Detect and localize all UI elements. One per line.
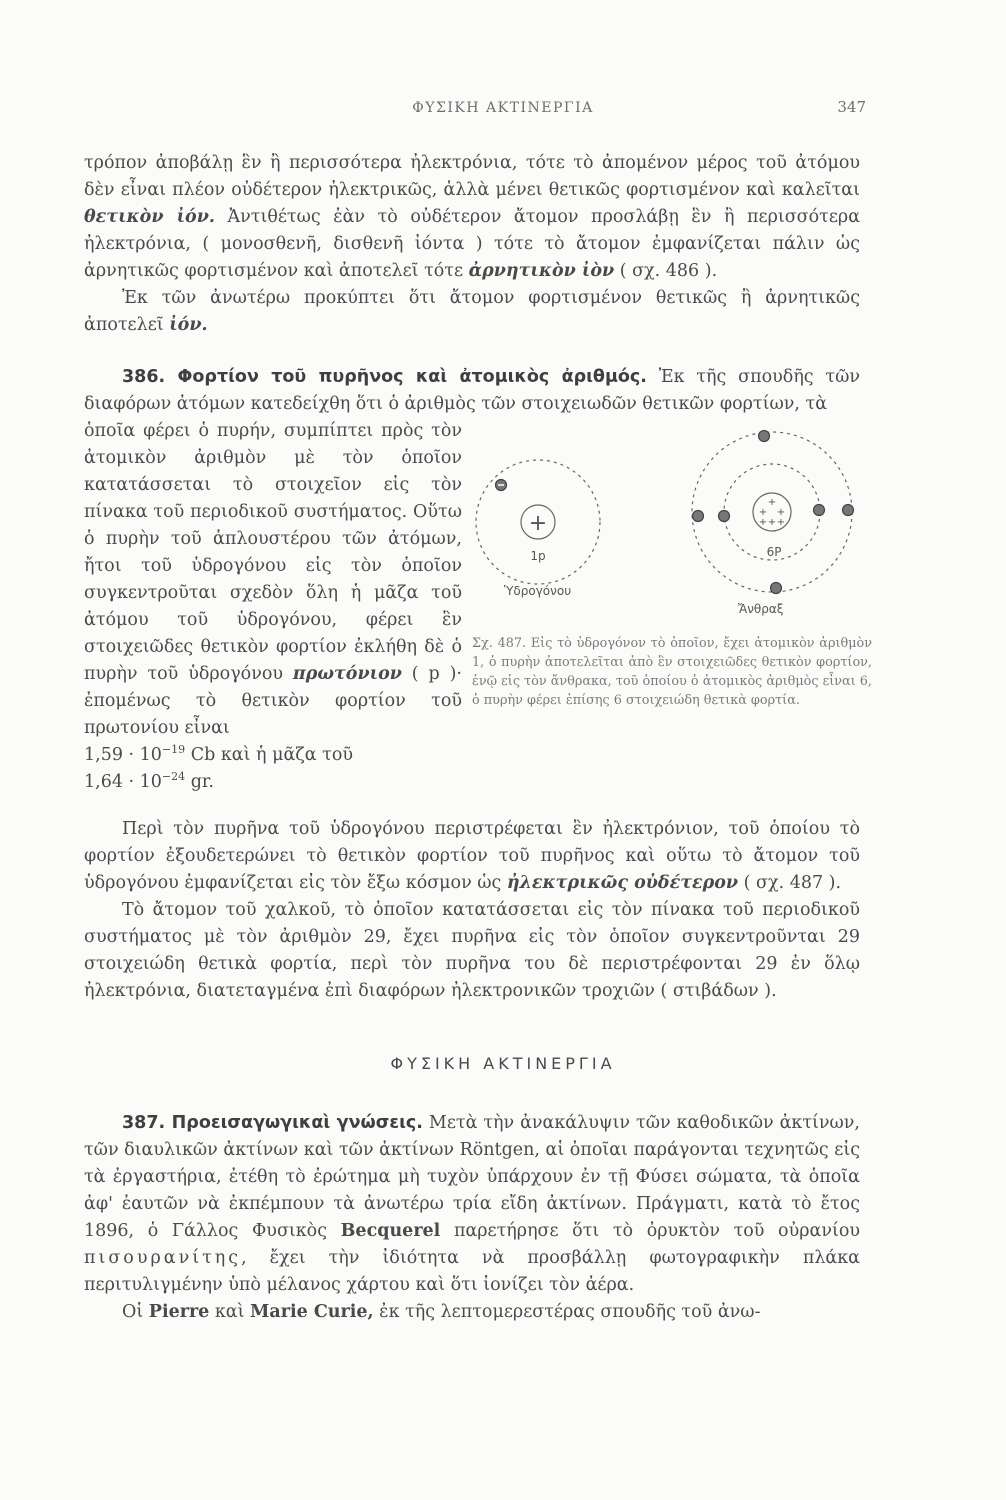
term-pitchblende: πισουρανίτης	[84, 1248, 242, 1268]
carbon-proton-count: 6P	[766, 545, 782, 559]
hydrogen-nucleus-plus: +	[528, 511, 548, 536]
running-title: ΦΥΣΙΚΗ ΑΚΤΙΝΕΡΓΙΑ	[412, 100, 594, 116]
term-neutral: ἠλεκτρικῶς οὐδέτερον	[506, 873, 739, 893]
svg-text:+: +	[767, 517, 777, 528]
carbon-nucleus-charges	[759, 497, 785, 528]
section-387	[84, 1110, 860, 1326]
carbon-electron	[719, 511, 730, 522]
name-becquerel: Becquerel	[340, 1221, 441, 1241]
carbon-outer-orbit	[692, 432, 852, 592]
svg-text:+: +	[758, 507, 768, 518]
hydrogen-label: Ὑδρογόνου	[504, 584, 572, 598]
term-negative-ion: ἀρνητικὸν ἰὸν	[468, 261, 615, 281]
carbon-electron	[814, 505, 825, 516]
section-title: ΦΥΣΙΚΗ ΑΚΤΙΝΕΡΓΙΑ	[390, 1054, 616, 1073]
term-ion: ἰόν.	[169, 315, 208, 335]
hydrogen-proton-count: 1p	[530, 549, 546, 563]
carbon-electron	[771, 583, 782, 594]
proton-mass-line: $1,64 \cdot 10^{-24}$ gr.	[84, 770, 214, 792]
name-marie-curie: Marie Curie,	[250, 1302, 374, 1322]
name-pierre: Pierre	[148, 1302, 210, 1322]
paragraph-positive-ion: τρόπον ἀποβάλῃ ἓν ἢ περισσότερα ἠλεκτρόνια, τότε τὸ ἀπομένον μέρος τοῦ ἀτόμου δὲν εἶναι πλέον οὐδέτερον ἠλεκτρικῶς, ἀλλὰ μένει θετικῶς φορτισμένον καὶ καλεῖται θετικὸν ἰόν. Ἀντιθέτως ἐὰν τὸ οὐδέτερον ἄτομον προσλάβῃ ἓν ἢ περισσότερα ἠλεκτρόνια, ( μονοσθενῆ, δισθενῆ ἰόντα ) τότε τὸ ἄτομον ἐμφανίζεται πάλιν ὡς ἀρνητικῶς φορτισμένον καὶ ἀποτελεῖ τότε ἀρνητικὸν ἰὸν ( σχ. 486 ).	[84, 153, 861, 281]
paragraph-curie: Οἱ Pierre καὶ Marie Curie, ἐκ τῆς λεπτομερεστέρας σπουδῆς τοῦ ἀνω-	[122, 1302, 761, 1322]
top-text-block	[84, 150, 860, 339]
paragraph-hydrogen-electron: Περὶ τὸν πυρῆνα τοῦ ὑδρογόνου περιστρέφεται ἓν ἠλεκτρόνιον, τοῦ ὁποίου τὸ φορτίον ἐξουδετερώνει τὸ θετικὸν φορτίον τοῦ πυρῆνος καὶ οὕτω τὸ ἄτομον τοῦ ὑδρογόνου ἐμφανίζεται εἰς τὸν ἔξω κόσμον ὡς ἠλεκτρικῶς οὐδέτερον ( σχ. 487 ).	[84, 819, 860, 893]
figure-487	[472, 412, 872, 784]
section-386-continuation	[84, 816, 860, 1005]
paragraph-introductory: 387. Προεισαγωγικαὶ γνώσεις. Μετὰ τὴν ἀνακάλυψιν τῶν καθοδικῶν ἀκτίνων, τῶν διαυλικῶν ἀκτίνων καὶ τῶν ἀκτίνων Röntgen, αἱ ὁποῖαι παράγονται τεχνητῶς εἰς τὰ ἐργαστήρια, ἐτέθη τὸ ἐρώτημα μὴ τυχὸν ὑπάρχουν ἐν τῇ Φύσει σώματα, τὰ ὁποῖα ἀφ' ἑαυτῶν νὰ ἐκπέμπουν τὰ ἀνωτέρω τρία εἴδη ἀκτίνων. Πράγματι, κατὰ τὸ ἔτος 1896, ὁ Γάλλος Φυσικὸς Becquerel παρετήρησε ὅτι τὸ ὀρυκτὸν τοῦ οὐρανίου πισουρανίτης, ἔχει τὴν ἰδιότητα νὰ προσβάλλῃ φωτογραφικὴν πλάκα περιτυλιγμένην ὑπὸ μέλανος χάρτου καὶ ὅτι ἰονίζει τὸν ἀέρα.	[84, 1113, 860, 1295]
carbon-label: Ἄνθραξ	[738, 602, 784, 616]
paragraph-copper-atom: Τὸ ἄτομον τοῦ χαλκοῦ, τὸ ὁποῖον κατατάσσεται εἰς τὸν πίνακα τοῦ περιοδικοῦ συστήματος μὲ τὸν ἀριθμὸν 29, ἔχει πυρῆνα εἰς τὸν ὁποῖον συγκεντροῦνται 29 στοιχειώδη θετικὰ φορτία, περὶ τὸν πυρῆνα του δὲ περιστρέφονται 29 ἐν ὅλῳ ἠλεκτρόνια, διατεταγμένα ἐπὶ διαφόρων ἠλεκτρονικῶν τροχιῶν ( στιβάδων ).	[84, 900, 860, 1001]
section-386-narrow-text: ὁποῖα φέρει ὁ πυρήν, συμπίπτει πρὸς τὸν ἀτομικὸν ἀριθμὸν μὲ τὸν ὁποῖον κατατάσσεται τὸ στοιχεῖον εἰς τὸν πίνακα τοῦ περιοδικοῦ συστήματος. Οὕτω ὁ πυρὴν τοῦ ἁπλουστέρου τῶν ἀτόμων, ἤτοι τοῦ ὑδρογόνου εἰς τὸν ὁποῖον συγκεντροῦται σχεδὸν ὅλη ἡ μᾶζα τοῦ ἀτόμου τοῦ ὑδρογόνου, φέρει ἓν στοιχειῶδες θετικὸν φορτίον ἐκλήθη δὲ ὁ πυρὴν τοῦ ὑδρογόνου πρωτόνιον ( p )· ἐπομένως τὸ θετικὸν φορτίον τοῦ πρωτονίου εἶναι $1,59 \cdot 10^{-19}$ Cb καὶ ἡ μᾶζα τοῦ $1,64 \cdot 10^{-24}$ gr.	[84, 418, 462, 796]
svg-text:+: +	[767, 497, 777, 508]
svg-text:+: +	[776, 507, 786, 518]
atom-diagram	[472, 412, 872, 632]
proton-charge-line: $1,59 \cdot 10^{-19}$ Cb καὶ ἡ μᾶζα τοῦ	[84, 743, 353, 765]
term-proton: πρωτόνιον	[292, 664, 402, 684]
carbon-electron	[693, 511, 704, 522]
carbon-electron	[759, 431, 770, 442]
paragraph-ion-definition: Ἐκ τῶν ἀνωτέρω προκύπτει ὅτι ἄτομον φορτισμένον θετικῶς ἢ ἀρνητικῶς ἀποτελεῖ ἰόν.	[84, 288, 860, 335]
section-387-heading: 387. Προεισαγωγικαὶ γνώσεις.	[122, 1113, 423, 1133]
section-386-heading: 386. Φορτίον τοῦ πυρῆνος καὶ ἀτομικὸς ἀριθμός.	[122, 367, 647, 387]
page-number: 347	[837, 98, 866, 116]
carbon-atom	[692, 431, 854, 594]
figure-caption: Σχ. 487. Εἰς τὸ ὑδρογόνον τὸ ὁποῖον, ἔχει ἀτομικὸν ἀριθμὸν 1, ὁ πυρὴν ἀποτελεῖται ἀπὸ ἓν στοιχειῶδες θετικὸν φορτίον, ἐνῷ εἰς τὸν ἄνθρακα, τοῦ ὁποίου ὁ ἀτομικὸς ἀριθμὸς εἶναι 6, ὁ πυρὴν φέρει ἐπίσης 6 στοιχειώδη θετικὰ φορτία.	[472, 636, 872, 708]
carbon-electron	[843, 505, 854, 516]
section-386-intro: 386. Φορτίον τοῦ πυρῆνος καὶ ἀτομικὸς ἀριθμός. Ἐκ τῆς σπουδῆς τῶν διαφόρων ἀτόμων κατεδείχθη ὅτι ὁ ἀριθμὸς τῶν στοιχειωδῶν θετικῶν φορτίων, τὰ	[84, 367, 861, 414]
svg-text:+: +	[758, 517, 768, 528]
svg-text:+: +	[776, 517, 786, 528]
term-positive-ion: θετικὸν ἰόν.	[84, 207, 215, 227]
